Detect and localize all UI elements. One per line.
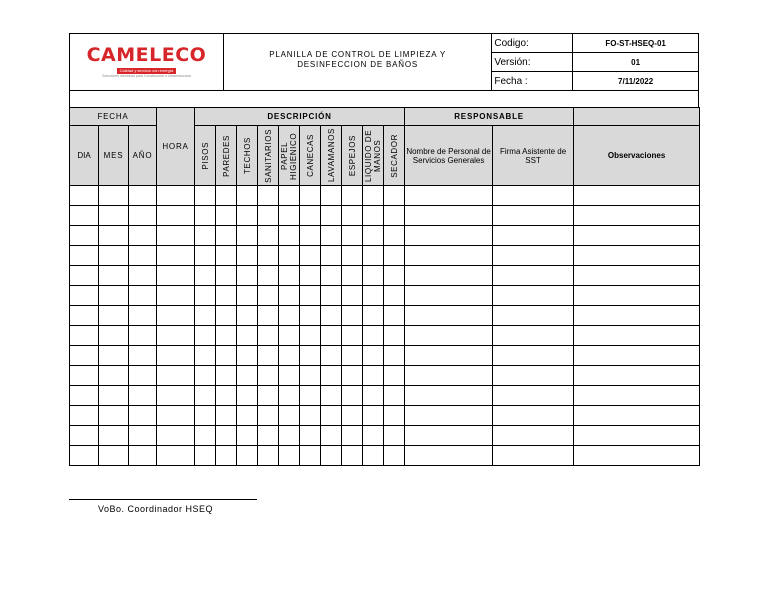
fecha-group-header: FECHA bbox=[70, 108, 157, 126]
table-cell[interactable] bbox=[279, 366, 300, 386]
table-cell[interactable] bbox=[279, 206, 300, 226]
form-title: PLANILLA DE CONTROL DE LIMPIEZA Y DESINFECCION DE BAÑOS bbox=[223, 34, 491, 91]
table-cell[interactable] bbox=[99, 266, 129, 286]
table-cell[interactable] bbox=[70, 326, 99, 346]
table-cell[interactable] bbox=[342, 366, 363, 386]
table-cell[interactable] bbox=[384, 246, 405, 266]
col-canecas: CANECAS bbox=[300, 126, 321, 186]
table-cell[interactable] bbox=[237, 326, 258, 346]
table-cell[interactable] bbox=[300, 266, 321, 286]
table-cell[interactable] bbox=[157, 446, 195, 466]
table-cell[interactable] bbox=[216, 306, 237, 326]
table-cell[interactable] bbox=[258, 266, 279, 286]
signature-label: VoBo. Coordinador HSEQ bbox=[98, 504, 214, 514]
table-row bbox=[70, 226, 700, 246]
table-cell[interactable] bbox=[300, 386, 321, 406]
table-cell[interactable] bbox=[363, 186, 384, 206]
code-label: Codigo: bbox=[492, 34, 573, 53]
table-cell[interactable] bbox=[493, 406, 574, 426]
table-cell[interactable] bbox=[405, 206, 493, 226]
table-cell[interactable] bbox=[216, 286, 237, 306]
table-cell[interactable] bbox=[300, 326, 321, 346]
table-cell[interactable] bbox=[321, 246, 342, 266]
table-cell[interactable] bbox=[321, 386, 342, 406]
table-cell[interactable] bbox=[405, 266, 493, 286]
col-paredes: PAREDES bbox=[216, 126, 237, 186]
table-row bbox=[70, 346, 700, 366]
table-cell[interactable] bbox=[70, 266, 99, 286]
table-cell[interactable] bbox=[574, 426, 700, 446]
table-cell[interactable] bbox=[574, 266, 700, 286]
table-cell[interactable] bbox=[321, 286, 342, 306]
table-cell[interactable] bbox=[493, 366, 574, 386]
table-cell[interactable] bbox=[129, 266, 157, 286]
table-cell[interactable] bbox=[129, 206, 157, 226]
logo-cell bbox=[70, 34, 224, 91]
table-row bbox=[70, 326, 700, 346]
table-cell[interactable] bbox=[300, 366, 321, 386]
table-cell[interactable] bbox=[70, 446, 99, 466]
table-cell[interactable] bbox=[363, 426, 384, 446]
table-cell[interactable] bbox=[157, 286, 195, 306]
table-cell[interactable] bbox=[384, 426, 405, 446]
table-cell[interactable] bbox=[279, 406, 300, 426]
table-cell[interactable] bbox=[237, 206, 258, 226]
table-cell[interactable] bbox=[195, 306, 216, 326]
logo-tagline: Soluciones eléctricas para Construcción e Infraestructura bbox=[102, 74, 191, 78]
table-cell[interactable] bbox=[99, 186, 129, 206]
table-cell[interactable] bbox=[279, 326, 300, 346]
col-dia: DIA bbox=[70, 126, 99, 186]
table-cell[interactable] bbox=[493, 446, 574, 466]
table-cell[interactable] bbox=[157, 426, 195, 446]
table-cell[interactable] bbox=[493, 306, 574, 326]
table-row bbox=[70, 246, 700, 266]
table-cell[interactable] bbox=[157, 326, 195, 346]
table-cell[interactable] bbox=[342, 306, 363, 326]
table-cell[interactable] bbox=[216, 406, 237, 426]
table-cell[interactable] bbox=[363, 266, 384, 286]
table-cell[interactable] bbox=[258, 306, 279, 326]
table-cell[interactable] bbox=[321, 206, 342, 226]
table-cell[interactable] bbox=[258, 366, 279, 386]
table-cell[interactable] bbox=[70, 186, 99, 206]
table-cell[interactable] bbox=[384, 386, 405, 406]
table-cell[interactable] bbox=[321, 306, 342, 326]
table-cell[interactable] bbox=[258, 426, 279, 446]
table-cell[interactable] bbox=[258, 226, 279, 246]
table-cell[interactable] bbox=[70, 366, 99, 386]
table-cell[interactable] bbox=[321, 426, 342, 446]
col-firma-asistente: Firma Asistente de SST bbox=[493, 126, 574, 186]
table-cell[interactable] bbox=[321, 326, 342, 346]
table-cell[interactable] bbox=[279, 226, 300, 246]
table-cell[interactable] bbox=[321, 266, 342, 286]
table-cell[interactable] bbox=[342, 226, 363, 246]
table-cell[interactable] bbox=[405, 186, 493, 206]
table-cell[interactable] bbox=[300, 286, 321, 306]
table-cell[interactable] bbox=[216, 226, 237, 246]
col-pisos: PISOS bbox=[195, 126, 216, 186]
table-cell[interactable] bbox=[405, 326, 493, 346]
table-cell[interactable] bbox=[195, 366, 216, 386]
company-logo: CAMELECO bbox=[86, 44, 207, 66]
table-row bbox=[70, 306, 700, 326]
table-cell[interactable] bbox=[405, 406, 493, 426]
table-cell[interactable] bbox=[258, 286, 279, 306]
signature-line bbox=[69, 499, 257, 500]
table-cell[interactable] bbox=[129, 246, 157, 266]
table-cell[interactable] bbox=[99, 406, 129, 426]
table-cell[interactable] bbox=[258, 326, 279, 346]
col-liquido-de-manos: LIQUIDO DE MANOS bbox=[363, 126, 384, 186]
table-cell[interactable] bbox=[405, 366, 493, 386]
table-cell[interactable] bbox=[216, 346, 237, 366]
table-cell[interactable] bbox=[216, 206, 237, 226]
table-cell[interactable] bbox=[363, 366, 384, 386]
table-cell[interactable] bbox=[384, 406, 405, 426]
table-cell[interactable] bbox=[574, 246, 700, 266]
table-cell[interactable] bbox=[342, 206, 363, 226]
table-cell[interactable] bbox=[321, 446, 342, 466]
table-cell[interactable] bbox=[216, 386, 237, 406]
table-cell[interactable] bbox=[195, 326, 216, 346]
table-cell[interactable] bbox=[129, 286, 157, 306]
table-cell[interactable] bbox=[195, 426, 216, 446]
table-cell[interactable] bbox=[216, 326, 237, 346]
table-row bbox=[70, 286, 700, 306]
col-techos: TECHOS bbox=[237, 126, 258, 186]
version-label: Versión: bbox=[492, 53, 573, 72]
table-cell[interactable] bbox=[157, 266, 195, 286]
blank-header-cell bbox=[574, 108, 700, 126]
table-cell[interactable] bbox=[363, 206, 384, 226]
table-cell[interactable] bbox=[129, 306, 157, 326]
table-cell[interactable] bbox=[574, 386, 700, 406]
table-cell[interactable] bbox=[363, 306, 384, 326]
table-cell[interactable] bbox=[99, 286, 129, 306]
table-cell[interactable] bbox=[321, 186, 342, 206]
table-cell[interactable] bbox=[363, 286, 384, 306]
col-secador: SECADOR bbox=[384, 126, 405, 186]
table-cell[interactable] bbox=[342, 406, 363, 426]
table-cell[interactable] bbox=[258, 446, 279, 466]
table-cell[interactable] bbox=[99, 426, 129, 446]
table-cell[interactable] bbox=[157, 206, 195, 226]
table-cell[interactable] bbox=[384, 226, 405, 246]
table-cell[interactable] bbox=[574, 406, 700, 426]
table-cell[interactable] bbox=[279, 186, 300, 206]
form-header bbox=[69, 33, 699, 108]
table-cell[interactable] bbox=[574, 446, 700, 466]
table-cell[interactable] bbox=[237, 286, 258, 306]
table-cell[interactable] bbox=[384, 346, 405, 366]
col-espejos: ESPEJOS bbox=[342, 126, 363, 186]
table-cell[interactable] bbox=[237, 246, 258, 266]
table-cell[interactable] bbox=[300, 446, 321, 466]
table-cell[interactable] bbox=[237, 226, 258, 246]
table-cell[interactable] bbox=[405, 426, 493, 446]
table-cell[interactable] bbox=[384, 286, 405, 306]
table-cell[interactable] bbox=[363, 246, 384, 266]
table-row bbox=[70, 386, 700, 406]
table-cell[interactable] bbox=[300, 306, 321, 326]
version-value: 01 bbox=[573, 53, 699, 72]
table-cell[interactable] bbox=[342, 266, 363, 286]
table-cell[interactable] bbox=[321, 226, 342, 246]
table-cell[interactable] bbox=[574, 346, 700, 366]
table-cell[interactable] bbox=[129, 446, 157, 466]
table-cell[interactable] bbox=[384, 446, 405, 466]
table-cell[interactable] bbox=[363, 346, 384, 366]
table-row bbox=[70, 186, 700, 206]
table-cell[interactable] bbox=[493, 346, 574, 366]
table-cell[interactable] bbox=[129, 326, 157, 346]
hora-header: HORA bbox=[157, 108, 195, 186]
table-cell[interactable] bbox=[70, 206, 99, 226]
table-cell[interactable] bbox=[258, 346, 279, 366]
table-cell[interactable] bbox=[279, 306, 300, 326]
col-papel-higienico: PAPEL HIGIENICO bbox=[279, 126, 300, 186]
table-row bbox=[70, 446, 700, 466]
table-cell[interactable] bbox=[574, 186, 700, 206]
table-cell[interactable] bbox=[70, 406, 99, 426]
table-cell[interactable] bbox=[384, 186, 405, 206]
table-cell[interactable] bbox=[195, 386, 216, 406]
table-cell[interactable] bbox=[342, 426, 363, 446]
table-cell[interactable] bbox=[363, 326, 384, 346]
date-value: 7/11/2022 bbox=[573, 72, 699, 91]
table-cell[interactable] bbox=[99, 446, 129, 466]
table-cell[interactable] bbox=[342, 246, 363, 266]
logo-subtitle: Calidad y servicio con energía bbox=[117, 68, 177, 74]
table-cell[interactable] bbox=[129, 226, 157, 246]
table-cell[interactable] bbox=[195, 266, 216, 286]
table-cell[interactable] bbox=[363, 226, 384, 246]
table-cell[interactable] bbox=[300, 206, 321, 226]
table-cell[interactable] bbox=[99, 386, 129, 406]
table-cell[interactable] bbox=[195, 246, 216, 266]
table-cell[interactable] bbox=[342, 186, 363, 206]
col-anio: AÑO bbox=[129, 126, 157, 186]
code-value: FO-ST-HSEQ-01 bbox=[573, 34, 699, 53]
table-cell[interactable] bbox=[279, 286, 300, 306]
table-cell[interactable] bbox=[384, 306, 405, 326]
table-cell[interactable] bbox=[237, 386, 258, 406]
table-cell[interactable] bbox=[216, 426, 237, 446]
col-nombre-personal: Nombre de Personal de Servicios Generales bbox=[405, 126, 493, 186]
table-cell[interactable] bbox=[574, 226, 700, 246]
table-cell[interactable] bbox=[574, 306, 700, 326]
table-cell[interactable] bbox=[574, 206, 700, 226]
table-cell[interactable] bbox=[99, 206, 129, 226]
table-cell[interactable] bbox=[405, 386, 493, 406]
table-cell[interactable] bbox=[157, 246, 195, 266]
table-cell[interactable] bbox=[321, 346, 342, 366]
table-row bbox=[70, 426, 700, 446]
table-cell[interactable] bbox=[99, 306, 129, 326]
table-cell[interactable] bbox=[157, 366, 195, 386]
table-cell[interactable] bbox=[321, 366, 342, 386]
table-cell[interactable] bbox=[129, 426, 157, 446]
table-cell[interactable] bbox=[258, 386, 279, 406]
table-cell[interactable] bbox=[99, 226, 129, 246]
table-cell[interactable] bbox=[493, 206, 574, 226]
table-cell[interactable] bbox=[574, 286, 700, 306]
table-cell[interactable] bbox=[405, 246, 493, 266]
table-cell[interactable] bbox=[258, 186, 279, 206]
table-cell[interactable] bbox=[216, 446, 237, 466]
cleaning-log-table bbox=[69, 107, 700, 466]
table-cell[interactable] bbox=[405, 226, 493, 246]
table-cell[interactable] bbox=[384, 206, 405, 226]
table-cell[interactable] bbox=[195, 406, 216, 426]
table-cell[interactable] bbox=[70, 426, 99, 446]
table-cell[interactable] bbox=[363, 386, 384, 406]
table-cell[interactable] bbox=[493, 426, 574, 446]
table-cell[interactable] bbox=[279, 426, 300, 446]
table-cell[interactable] bbox=[195, 186, 216, 206]
table-cell[interactable] bbox=[70, 346, 99, 366]
table-cell[interactable] bbox=[216, 366, 237, 386]
table-cell[interactable] bbox=[342, 386, 363, 406]
entry-rows bbox=[70, 186, 700, 466]
table-cell[interactable] bbox=[342, 326, 363, 346]
table-cell[interactable] bbox=[493, 326, 574, 346]
table-cell[interactable] bbox=[258, 406, 279, 426]
descripcion-group-header: DESCRIPCIÓN bbox=[195, 108, 405, 126]
table-cell[interactable] bbox=[279, 446, 300, 466]
table-cell[interactable] bbox=[237, 406, 258, 426]
table-cell[interactable] bbox=[493, 286, 574, 306]
date-label: Fecha : bbox=[492, 72, 573, 91]
col-mes: MES bbox=[99, 126, 129, 186]
table-cell[interactable] bbox=[300, 246, 321, 266]
table-cell[interactable] bbox=[129, 406, 157, 426]
table-cell[interactable] bbox=[237, 366, 258, 386]
table-cell[interactable] bbox=[300, 226, 321, 246]
table-cell[interactable] bbox=[300, 426, 321, 446]
table-cell[interactable] bbox=[342, 286, 363, 306]
table-cell[interactable] bbox=[157, 226, 195, 246]
responsable-group-header: RESPONSABLE bbox=[405, 108, 574, 126]
table-cell[interactable] bbox=[216, 186, 237, 206]
table-cell[interactable] bbox=[195, 446, 216, 466]
table-cell[interactable] bbox=[342, 446, 363, 466]
table-cell[interactable] bbox=[363, 406, 384, 426]
table-cell[interactable] bbox=[279, 246, 300, 266]
table-cell[interactable] bbox=[384, 266, 405, 286]
table-cell[interactable] bbox=[405, 286, 493, 306]
table-cell[interactable] bbox=[157, 346, 195, 366]
table-cell[interactable] bbox=[99, 366, 129, 386]
table-cell[interactable] bbox=[493, 186, 574, 206]
table-cell[interactable] bbox=[195, 206, 216, 226]
table-cell[interactable] bbox=[258, 246, 279, 266]
table-cell[interactable] bbox=[300, 186, 321, 206]
table-cell[interactable] bbox=[70, 386, 99, 406]
table-cell[interactable] bbox=[574, 326, 700, 346]
table-cell[interactable] bbox=[493, 246, 574, 266]
table-cell[interactable] bbox=[216, 266, 237, 286]
table-cell[interactable] bbox=[237, 346, 258, 366]
table-cell[interactable] bbox=[70, 226, 99, 246]
table-cell[interactable] bbox=[237, 186, 258, 206]
table-cell[interactable] bbox=[384, 366, 405, 386]
table-cell[interactable] bbox=[342, 346, 363, 366]
table-cell[interactable] bbox=[237, 266, 258, 286]
table-row bbox=[70, 366, 700, 386]
table-row bbox=[70, 406, 700, 426]
table-cell[interactable] bbox=[99, 246, 129, 266]
table-cell[interactable] bbox=[70, 246, 99, 266]
table-cell[interactable] bbox=[195, 286, 216, 306]
table-cell[interactable] bbox=[493, 386, 574, 406]
table-cell[interactable] bbox=[279, 266, 300, 286]
spacer-row bbox=[70, 91, 699, 108]
table-cell[interactable] bbox=[70, 286, 99, 306]
table-cell[interactable] bbox=[157, 386, 195, 406]
table-cell[interactable] bbox=[300, 406, 321, 426]
table-cell[interactable] bbox=[129, 386, 157, 406]
table-cell[interactable] bbox=[321, 406, 342, 426]
table-cell[interactable] bbox=[279, 386, 300, 406]
table-row bbox=[70, 206, 700, 226]
table-row bbox=[70, 266, 700, 286]
table-cell[interactable] bbox=[237, 426, 258, 446]
table-cell[interactable] bbox=[574, 366, 700, 386]
table-cell[interactable] bbox=[237, 306, 258, 326]
table-cell[interactable] bbox=[195, 346, 216, 366]
table-cell[interactable] bbox=[384, 326, 405, 346]
table-cell[interactable] bbox=[99, 346, 129, 366]
table-cell[interactable] bbox=[493, 226, 574, 246]
col-observaciones: Observaciones bbox=[574, 126, 700, 186]
table-cell[interactable] bbox=[157, 306, 195, 326]
table-cell[interactable] bbox=[157, 406, 195, 426]
table-cell[interactable] bbox=[70, 306, 99, 326]
table-cell[interactable] bbox=[300, 346, 321, 366]
table-cell[interactable] bbox=[405, 306, 493, 326]
table-cell[interactable] bbox=[258, 206, 279, 226]
table-cell[interactable] bbox=[129, 366, 157, 386]
table-cell[interactable] bbox=[157, 186, 195, 206]
table-cell[interactable] bbox=[405, 346, 493, 366]
col-sanitarios: SANITARIOS bbox=[258, 126, 279, 186]
table-cell[interactable] bbox=[237, 446, 258, 466]
table-cell[interactable] bbox=[279, 346, 300, 366]
table-cell[interactable] bbox=[363, 446, 384, 466]
table-cell[interactable] bbox=[129, 346, 157, 366]
col-lavamanos: LAVAMANOS bbox=[321, 126, 342, 186]
table-cell[interactable] bbox=[99, 326, 129, 346]
table-cell[interactable] bbox=[405, 446, 493, 466]
table-cell[interactable] bbox=[216, 246, 237, 266]
table-cell[interactable] bbox=[129, 186, 157, 206]
table-cell[interactable] bbox=[195, 226, 216, 246]
table-cell[interactable] bbox=[493, 266, 574, 286]
